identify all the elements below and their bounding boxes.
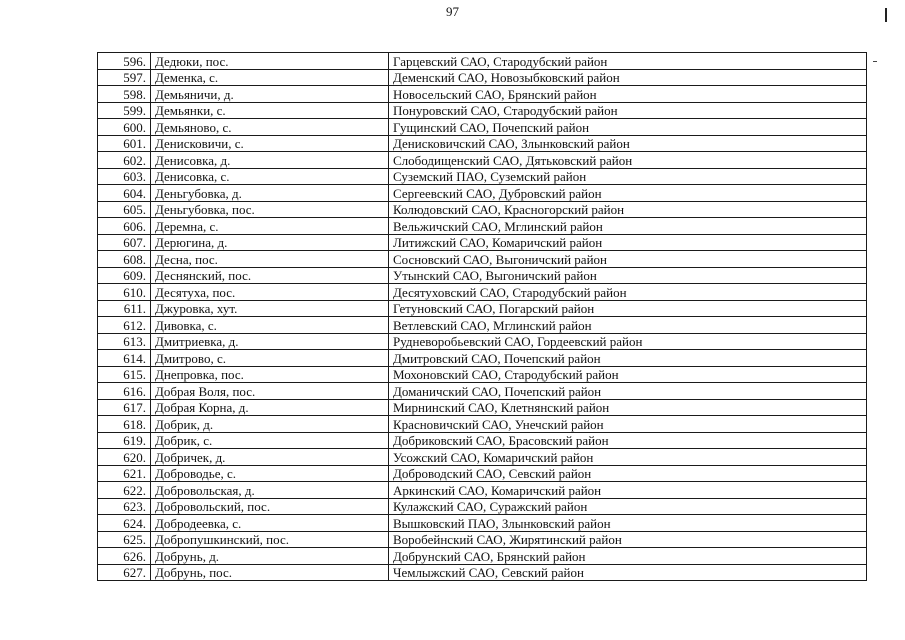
page-number: 97	[446, 4, 459, 19]
settlement-name: Денисковичи, с.	[151, 135, 389, 152]
row-number: 616.	[98, 383, 151, 400]
table-row	[98, 465, 867, 482]
row-number: 598.	[98, 86, 151, 103]
settlement-name: Демьяничи, д.	[151, 86, 389, 103]
table-row	[98, 251, 867, 268]
settlement-name: Добровольский, пос.	[151, 498, 389, 515]
district-name: Воробейнский САО, Жирятинский район	[389, 531, 867, 548]
settlement-name: Добропушкинский, пос.	[151, 531, 389, 548]
row-number: 626.	[98, 548, 151, 565]
row-number: 619.	[98, 432, 151, 449]
district-name: Доброводский САО, Севский район	[389, 465, 867, 482]
row-number: 611.	[98, 300, 151, 317]
settlement-name: Дмитрово, с.	[151, 350, 389, 367]
settlement-name: Демьяново, с.	[151, 119, 389, 136]
settlements-table	[97, 52, 867, 581]
table-row	[98, 366, 867, 383]
settlement-name: Добрик, д.	[151, 416, 389, 433]
district-name: Денисковичский САО, Злынковский район	[389, 135, 867, 152]
row-number: 614.	[98, 350, 151, 367]
settlement-name: Добрая Корна, д.	[151, 399, 389, 416]
row-number: 601.	[98, 135, 151, 152]
district-name: Колюдовский САО, Красногорский район	[389, 201, 867, 218]
row-number: 615.	[98, 366, 151, 383]
row-number: 607.	[98, 234, 151, 251]
table-row	[98, 300, 867, 317]
table-row	[98, 498, 867, 515]
table-row	[98, 69, 867, 86]
row-number: 603.	[98, 168, 151, 185]
settlement-name: Дедюки, пос.	[151, 53, 389, 70]
table-row	[98, 201, 867, 218]
district-name: Вышковский ПАО, Злынковский район	[389, 515, 867, 532]
settlement-name: Десятуха, пос.	[151, 284, 389, 301]
row-number: 605.	[98, 201, 151, 218]
row-number: 618.	[98, 416, 151, 433]
table-row	[98, 564, 867, 581]
settlement-name: Добрунь, д.	[151, 548, 389, 565]
district-name: Деменский САО, Новозыбковский район	[389, 69, 867, 86]
table-row	[98, 168, 867, 185]
district-name: Аркинский САО, Комаричский район	[389, 482, 867, 499]
margin-tick	[873, 61, 877, 62]
settlement-name: Деньгубовка, пос.	[151, 201, 389, 218]
row-number: 623.	[98, 498, 151, 515]
table-row	[98, 102, 867, 119]
settlement-name: Дмитриевка, д.	[151, 333, 389, 350]
district-name: Гарцевский САО, Стародубский район	[389, 53, 867, 70]
district-name: Мирнинский САО, Клетнянский район	[389, 399, 867, 416]
table-row	[98, 482, 867, 499]
table-row	[98, 317, 867, 334]
table-row	[98, 432, 867, 449]
settlement-name: Деремна, с.	[151, 218, 389, 235]
district-name: Доманичский САО, Почепский район	[389, 383, 867, 400]
district-name: Новосельский САО, Брянский район	[389, 86, 867, 103]
district-name: Гущинский САО, Почепский район	[389, 119, 867, 136]
row-number: 609.	[98, 267, 151, 284]
district-name: Добриковский САО, Брасовский район	[389, 432, 867, 449]
table-row	[98, 416, 867, 433]
district-name: Красновичский САО, Унечский район	[389, 416, 867, 433]
row-number: 608.	[98, 251, 151, 268]
district-name: Дмитровский САО, Почепский район	[389, 350, 867, 367]
settlement-name: Добродеевка, с.	[151, 515, 389, 532]
table-row	[98, 135, 867, 152]
row-number: 599.	[98, 102, 151, 119]
table-row	[98, 185, 867, 202]
row-number: 602.	[98, 152, 151, 169]
settlement-name: Десна, пос.	[151, 251, 389, 268]
row-number: 625.	[98, 531, 151, 548]
table-row	[98, 449, 867, 466]
row-number: 624.	[98, 515, 151, 532]
district-name: Мохоновский САО, Стародубский район	[389, 366, 867, 383]
settlement-name: Демьянки, с.	[151, 102, 389, 119]
row-number: 621.	[98, 465, 151, 482]
table-row	[98, 399, 867, 416]
table-row	[98, 350, 867, 367]
settlement-name: Днепровка, пос.	[151, 366, 389, 383]
settlement-name: Деньгубовка, д.	[151, 185, 389, 202]
row-number: 617.	[98, 399, 151, 416]
table-row	[98, 515, 867, 532]
margin-mark	[885, 8, 887, 22]
settlement-name: Деснянский, пос.	[151, 267, 389, 284]
row-number: 597.	[98, 69, 151, 86]
table-row	[98, 152, 867, 169]
table-row	[98, 548, 867, 565]
row-number: 610.	[98, 284, 151, 301]
settlement-name: Добричек, д.	[151, 449, 389, 466]
table-row	[98, 383, 867, 400]
table-row	[98, 284, 867, 301]
district-name: Рудневоробьевский САО, Гордеевский район	[389, 333, 867, 350]
settlement-name: Добрик, с.	[151, 432, 389, 449]
settlement-name: Деменка, с.	[151, 69, 389, 86]
settlement-name: Дерюгина, д.	[151, 234, 389, 251]
table-row	[98, 119, 867, 136]
settlement-name: Дивовка, с.	[151, 317, 389, 334]
row-number: 612.	[98, 317, 151, 334]
settlement-name: Доброводье, с.	[151, 465, 389, 482]
district-name: Сергеевский САО, Дубровский район	[389, 185, 867, 202]
row-number: 622.	[98, 482, 151, 499]
table-row	[98, 267, 867, 284]
table-row	[98, 86, 867, 103]
row-number: 613.	[98, 333, 151, 350]
settlement-name: Денисовка, д.	[151, 152, 389, 169]
district-name: Утынский САО, Выгоничский район	[389, 267, 867, 284]
district-name: Слободищенский САО, Дятьковский район	[389, 152, 867, 169]
district-name: Добрунский САО, Брянский район	[389, 548, 867, 565]
row-number: 620.	[98, 449, 151, 466]
table-row	[98, 218, 867, 235]
settlement-name: Денисовка, с.	[151, 168, 389, 185]
table-row	[98, 531, 867, 548]
district-name: Десятуховский САО, Стародубский район	[389, 284, 867, 301]
district-name: Кулажский САО, Суражский район	[389, 498, 867, 515]
district-name: Гетуновский САО, Погарский район	[389, 300, 867, 317]
district-name: Литижский САО, Комаричский район	[389, 234, 867, 251]
district-name: Вельжичский САО, Мглинский район	[389, 218, 867, 235]
row-number: 596.	[98, 53, 151, 70]
district-name: Суземский ПАО, Суземский район	[389, 168, 867, 185]
row-number: 627.	[98, 564, 151, 581]
table-row	[98, 53, 867, 70]
district-name: Понуровский САО, Стародубский район	[389, 102, 867, 119]
settlement-name: Добровольская, д.	[151, 482, 389, 499]
settlements-table-body	[98, 53, 867, 581]
row-number: 604.	[98, 185, 151, 202]
table-row	[98, 333, 867, 350]
district-name: Чемлыжский САО, Севский район	[389, 564, 867, 581]
settlement-name: Добрая Воля, пос.	[151, 383, 389, 400]
table-row	[98, 234, 867, 251]
district-name: Усожский САО, Комаричский район	[389, 449, 867, 466]
district-name: Сосновский САО, Выгоничский район	[389, 251, 867, 268]
row-number: 600.	[98, 119, 151, 136]
settlement-name: Добрунь, пос.	[151, 564, 389, 581]
district-name: Ветлевский САО, Мглинский район	[389, 317, 867, 334]
settlement-name: Джуровка, хут.	[151, 300, 389, 317]
row-number: 606.	[98, 218, 151, 235]
